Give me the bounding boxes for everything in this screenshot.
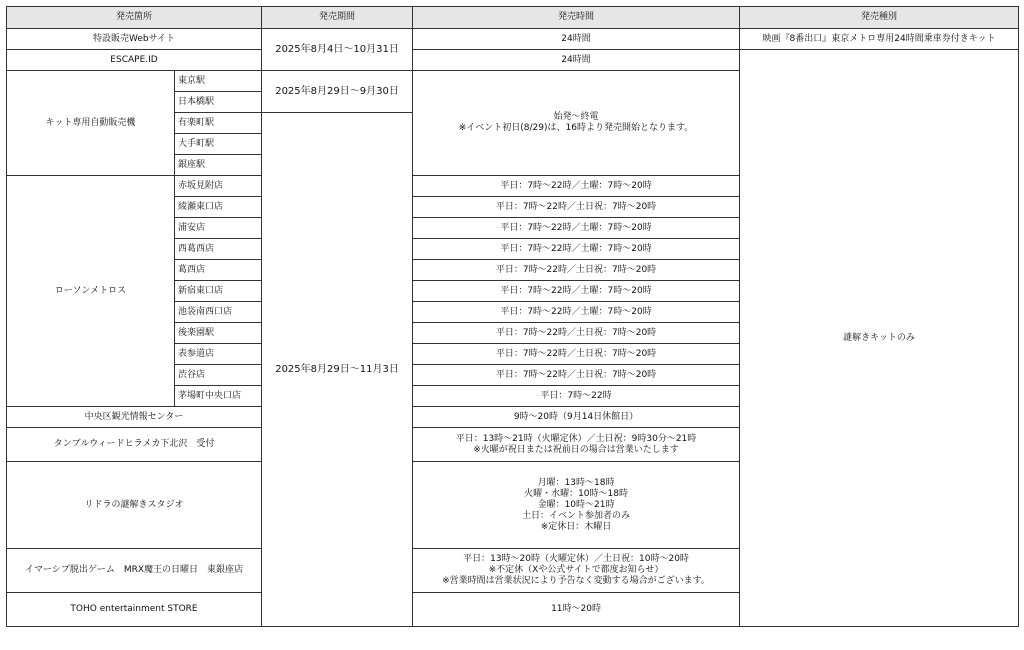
store-cell: 茅場町中央口店 bbox=[175, 386, 262, 407]
hours-cell: 平日：7時～22時／土日祝：7時～20時 bbox=[413, 344, 740, 365]
table-row bbox=[7, 50, 1019, 71]
hours-cell: 月曜：13時～18時 火曜・水曜：10時～18時 金曜：10時～21時 土日：イベント参加者のみ ※定休日：木曜日 bbox=[413, 462, 740, 549]
location-cell: TOHO entertainment STORE bbox=[7, 593, 262, 627]
hours-cell: 平日：7時～22時／土日祝：7時～20時 bbox=[413, 260, 740, 281]
location-cell: イマーシブ脱出ゲーム MRX魔王の日曜日 東銀座店 bbox=[7, 549, 262, 593]
location-group: ローソンメトロス bbox=[7, 176, 175, 407]
period-cell: 2025年8月29日～11月3日 bbox=[262, 113, 413, 627]
store-cell: 池袋南西口店 bbox=[175, 302, 262, 323]
hours-cell: 24時間 bbox=[413, 29, 740, 50]
header-period: 発売期間 bbox=[262, 7, 413, 29]
store-cell: 後楽園駅 bbox=[175, 323, 262, 344]
hours-cell: 平日：7時～22時／土曜：7時～20時 bbox=[413, 176, 740, 197]
period-cell: 2025年8月4日～10月31日 bbox=[262, 29, 413, 71]
type-cell: 映画『8番出口』東京メトロ専用24時間乗車券付きキット bbox=[740, 29, 1019, 50]
store-cell: 新宿東口店 bbox=[175, 281, 262, 302]
location-group: キット専用自動販売機 bbox=[7, 71, 175, 176]
hours-cell: 平日：7時～22時／土曜：7時～20時 bbox=[413, 239, 740, 260]
sales-table bbox=[6, 6, 1019, 627]
hours-cell: 24時間 bbox=[413, 50, 740, 71]
hours-cell: 平日：7時～22時 bbox=[413, 386, 740, 407]
table-row bbox=[7, 29, 1019, 50]
station-cell: 大手町駅 bbox=[175, 134, 262, 155]
station-cell: 銀座駅 bbox=[175, 155, 262, 176]
hours-cell: 9時～20時（9月14日休館日） bbox=[413, 407, 740, 428]
header-type: 発売種別 bbox=[740, 7, 1019, 29]
store-cell: 綾瀬東口店 bbox=[175, 197, 262, 218]
hours-cell: 平日：7時～22時／土日祝：7時～20時 bbox=[413, 197, 740, 218]
station-cell: 日本橋駅 bbox=[175, 92, 262, 113]
hours-cell: 平日：7時～22時／土日祝：7時～20時 bbox=[413, 365, 740, 386]
table-row bbox=[7, 7, 1019, 29]
store-cell: 西葛西店 bbox=[175, 239, 262, 260]
period-cell: 2025年8月29日～9月30日 bbox=[262, 71, 413, 113]
hours-cell: 平日：13時～20時（火曜定休）／土日祝：10時～20時 ※不定休（Xや公式サイトで都度お知らせ） ※営業時間は営業状況により予告なく変動する場合がございます。 bbox=[413, 549, 740, 593]
station-cell: 有楽町駅 bbox=[175, 113, 262, 134]
type-cell: 謎解きキットのみ bbox=[740, 50, 1019, 627]
header-hours: 発売時間 bbox=[413, 7, 740, 29]
location-cell: ESCAPE.ID bbox=[7, 50, 262, 71]
location-cell: リドラの謎解きスタジオ bbox=[7, 462, 262, 549]
station-cell: 東京駅 bbox=[175, 71, 262, 92]
location-cell: 中央区観光情報センター bbox=[7, 407, 262, 428]
location-cell: タンブルウィードヒラメカ下北沢 受付 bbox=[7, 428, 262, 462]
store-cell: 赤坂見附店 bbox=[175, 176, 262, 197]
store-cell: 表参道店 bbox=[175, 344, 262, 365]
store-cell: 渋谷店 bbox=[175, 365, 262, 386]
hours-cell: 始発～終電 ※イベント初日(8/29)は、16時より発売開始となります。 bbox=[413, 71, 740, 176]
location-cell: 特設販売Webサイト bbox=[7, 29, 262, 50]
store-cell: 浦安店 bbox=[175, 218, 262, 239]
hours-cell: 平日：7時～22時／土曜：7時～20時 bbox=[413, 302, 740, 323]
header-location: 発売箇所 bbox=[7, 7, 262, 29]
store-cell: 葛西店 bbox=[175, 260, 262, 281]
hours-cell: 平日：7時～22時／土曜：7時～20時 bbox=[413, 281, 740, 302]
hours-cell: 平日：7時～22時／土日祝：7時～20時 bbox=[413, 323, 740, 344]
hours-cell: 平日：7時～22時／土曜：7時～20時 bbox=[413, 218, 740, 239]
hours-cell: 平日：13時～21時（火曜定休）／土日祝：9時30分～21時 ※火曜が祝日または祝前日の場合は営業いたします bbox=[413, 428, 740, 462]
hours-cell: 11時～20時 bbox=[413, 593, 740, 627]
